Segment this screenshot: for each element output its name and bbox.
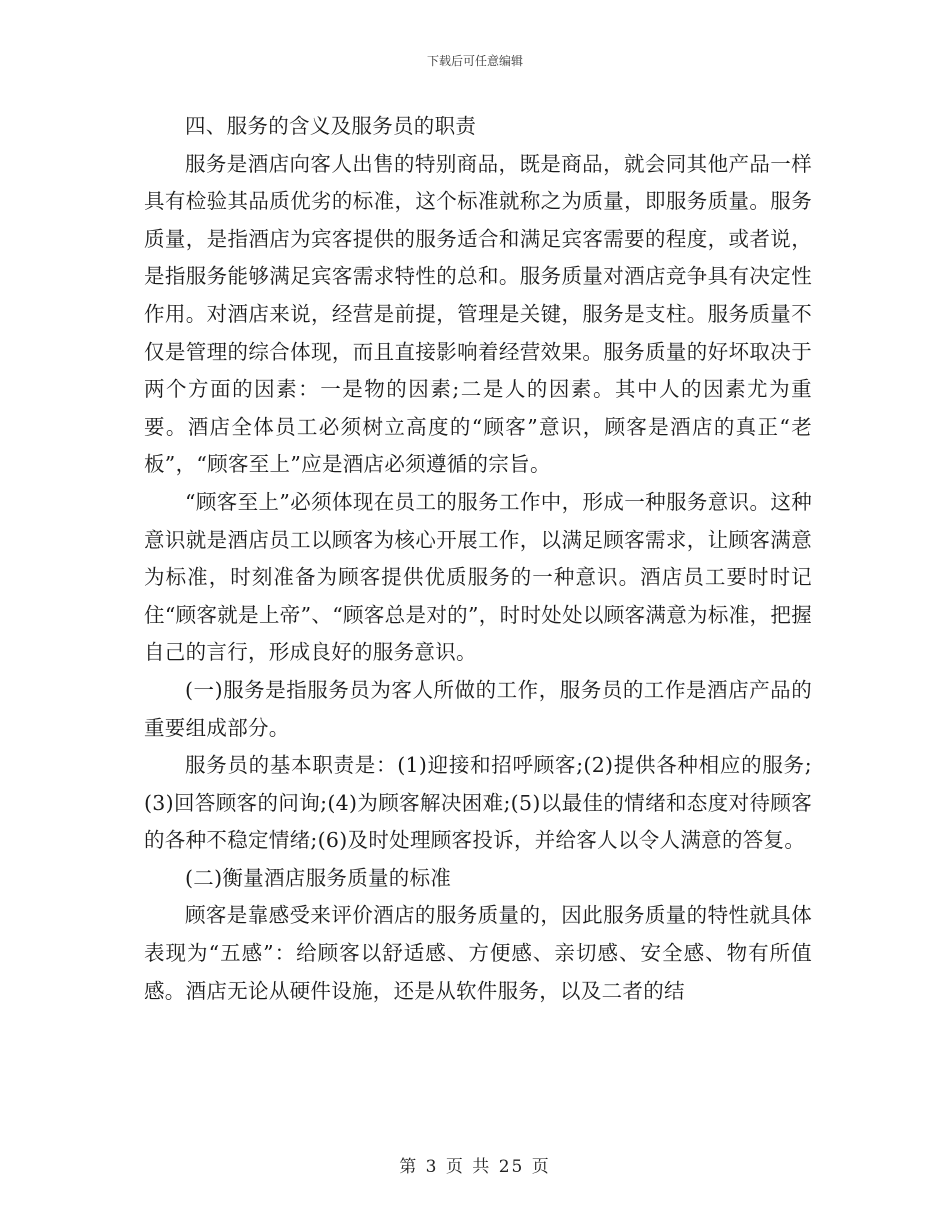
section-heading: 四、服务的含义及服务员的职责 <box>185 114 477 138</box>
paragraph: (一)服务是指服务员为客人所做的工作，服务员的工作是酒店产品的重要组成部分。 <box>144 677 812 740</box>
page-number: 第 3 页 共 25 页 <box>399 1157 551 1177</box>
document-body <box>144 108 812 1010</box>
page-header: 下载后可任意编辑 <box>426 54 523 68</box>
paragraph: 服务是酒店向客人出售的特别商品，既是商品，就会同其他产品一样具有检验其品质优劣的标准，这个标准就称之为质量，即服务质量。服务质量，是指酒店为宾客提供的服务适合和满足宾客需要的程度，或者说，是指服务能够满足宾客需求特性的总和。服务质量对酒店竞争具有决定性作用。对酒店来说，经营是前提，管理是关键，服务是支柱。服务质量不仅是管理的综合体现，而且直接影响着经营效果。服务质量的好坏取决于两个方面的因素：一是物的因素;二是人的因素。其中人的因素尤为重要。酒店全体员工必须树立高度的“顾客”意识，顾客是酒店的真正“老板”，“顾客至上”应是酒店必须遵循的宗旨。 <box>144 151 812 477</box>
subsection-heading: (二)衡量酒店服务质量的标准 <box>185 865 452 890</box>
paragraph: 服务员的基本职责是：(1)迎接和招呼顾客;(2)提供各种相应的服务;(3)回答顾客的问询;(4)为顾客解决困难;(5)以最佳的情绪和态度对待顾客的各种不稳定情绪;(6)及时处理顾客投诉，并给客人以令人满意的答复。 <box>144 753 812 853</box>
paragraph: 顾客是靠感受来评价酒店的服务质量的，因此服务质量的特性就具体表现为“五感”：给顾客以舒适感、方便感、亲切感、安全感、物有所值感。酒店无论从硬件设施，还是从软件服务，以及二者的结 <box>144 903 812 1003</box>
paragraph: “顾客至上”必须体现在员工的服务工作中，形成一种服务意识。这种意识就是酒店员工以顾客为核心开展工作，以满足顾客需求，让顾客满意为标准，时刻准备为顾客提供优质服务的一种意识。酒店员工要时时记住“顾客就是上帝”、“顾客总是对的”，时时处处以顾客满意为标准，把握自己的言行，形成良好的服务意识。 <box>144 489 812 665</box>
